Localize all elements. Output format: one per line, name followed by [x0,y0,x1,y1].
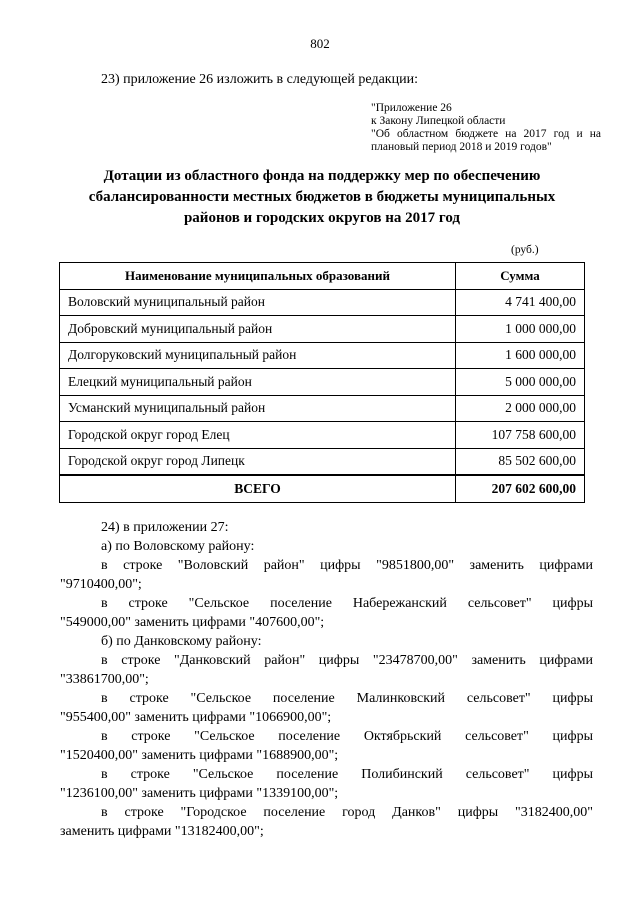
entry-line: в строке "Сельское поселение Полибинский сельсовет" цифры [101,767,593,782]
item-24-heading: 24) в приложении 27: [101,520,229,535]
row-name: Городской округ город Елец [60,422,456,449]
row-sum: 4 741 400,00 [456,289,585,316]
table-row [60,316,585,343]
appendix-reference [371,102,601,154]
row-name: Долгоруковский муниципальный район [60,342,456,369]
change-entry [60,803,593,841]
entry-line: в строке "Сельское поселение Малинковский сельсовет" цифры [101,691,593,706]
change-entry [60,594,593,632]
entry-line: в строке "Воловский район" цифры "9851800,00" заменить цифрами [101,558,593,573]
subsidy-table [59,262,585,503]
table-row [60,395,585,422]
row-name: Добровский муниципальный район [60,316,456,343]
table-row [60,448,585,475]
header-sum: Сумма [456,263,585,290]
entry-line: в строке "Данковский район" цифры "23478700,00" заменить цифрами [101,653,593,668]
row-name: Городской округ город Липецк [60,448,456,475]
entry-line: "9710400,00"; [60,577,142,592]
row-name: Елецкий муниципальный район [60,369,456,396]
entry-line: заменить цифрами "13182400,00"; [60,824,264,839]
table-total-row [60,475,585,502]
row-sum: 85 502 600,00 [456,448,585,475]
entry-line: в строке "Сельское поселение Набережанский сельсовет" цифры [101,596,593,611]
change-entry [60,765,593,803]
row-name: Воловский муниципальный район [60,289,456,316]
total-label: ВСЕГО [60,475,456,502]
item-23-text: 23) приложение 26 изложить в следующей редакции: [101,72,418,87]
title-line: Дотации из областного фонда на поддержку мер по обеспечению [103,168,541,184]
subitem-b-heading: б) по Данковскому району: [101,634,262,649]
table-row [60,422,585,449]
appendix-line: плановый период 2018 и 2019 годов" [371,141,552,153]
entry-line: "1520400,00" заменить цифрами "1688900,00"; [60,748,339,763]
table-row [60,289,585,316]
title-line: районов и городских округов на 2017 год [183,210,461,226]
item-24-section [60,518,593,841]
table-header-row [60,263,585,290]
total-sum: 207 602 600,00 [456,475,585,502]
row-sum: 1 000 000,00 [456,316,585,343]
entry-line: "33861700,00"; [60,672,149,687]
appendix-line: к Закону Липецкой области [371,115,506,127]
header-name: Наименование муниципальных образований [60,263,456,290]
change-entry [60,651,593,689]
row-sum: 107 758 600,00 [456,422,585,449]
table-row [60,342,585,369]
row-name: Усманский муниципальный район [60,395,456,422]
table-row [60,369,585,396]
entry-line: в строке "Сельское поселение Октябрьский сельсовет" цифры [101,729,593,744]
entry-line: в строке "Городское поселение город Данков" цифры "3182400,00" [101,805,593,820]
row-sum: 1 600 000,00 [456,342,585,369]
document-title [60,166,584,229]
entry-line: "549000,00" заменить цифрами "407600,00"; [60,615,325,630]
entry-line: "955400,00" заменить цифрами "1066900,00"; [60,710,332,725]
subitem-a-heading: а) по Воловскому району: [101,539,255,554]
page-number: 802 [310,36,330,51]
entry-line: "1236100,00" заменить цифрами "1339100,00"; [60,786,339,801]
appendix-line: "Приложение 26 [371,102,452,114]
row-sum: 5 000 000,00 [456,369,585,396]
change-entry [60,689,593,727]
appendix-line: "Об областном бюджете на 2017 год и на [371,128,601,140]
currency-unit: (руб.) [511,244,539,256]
title-line: сбалансированности местных бюджетов в бюджеты муниципальных [88,189,556,205]
change-entry [60,727,593,765]
change-entry [60,556,593,594]
row-sum: 2 000 000,00 [456,395,585,422]
